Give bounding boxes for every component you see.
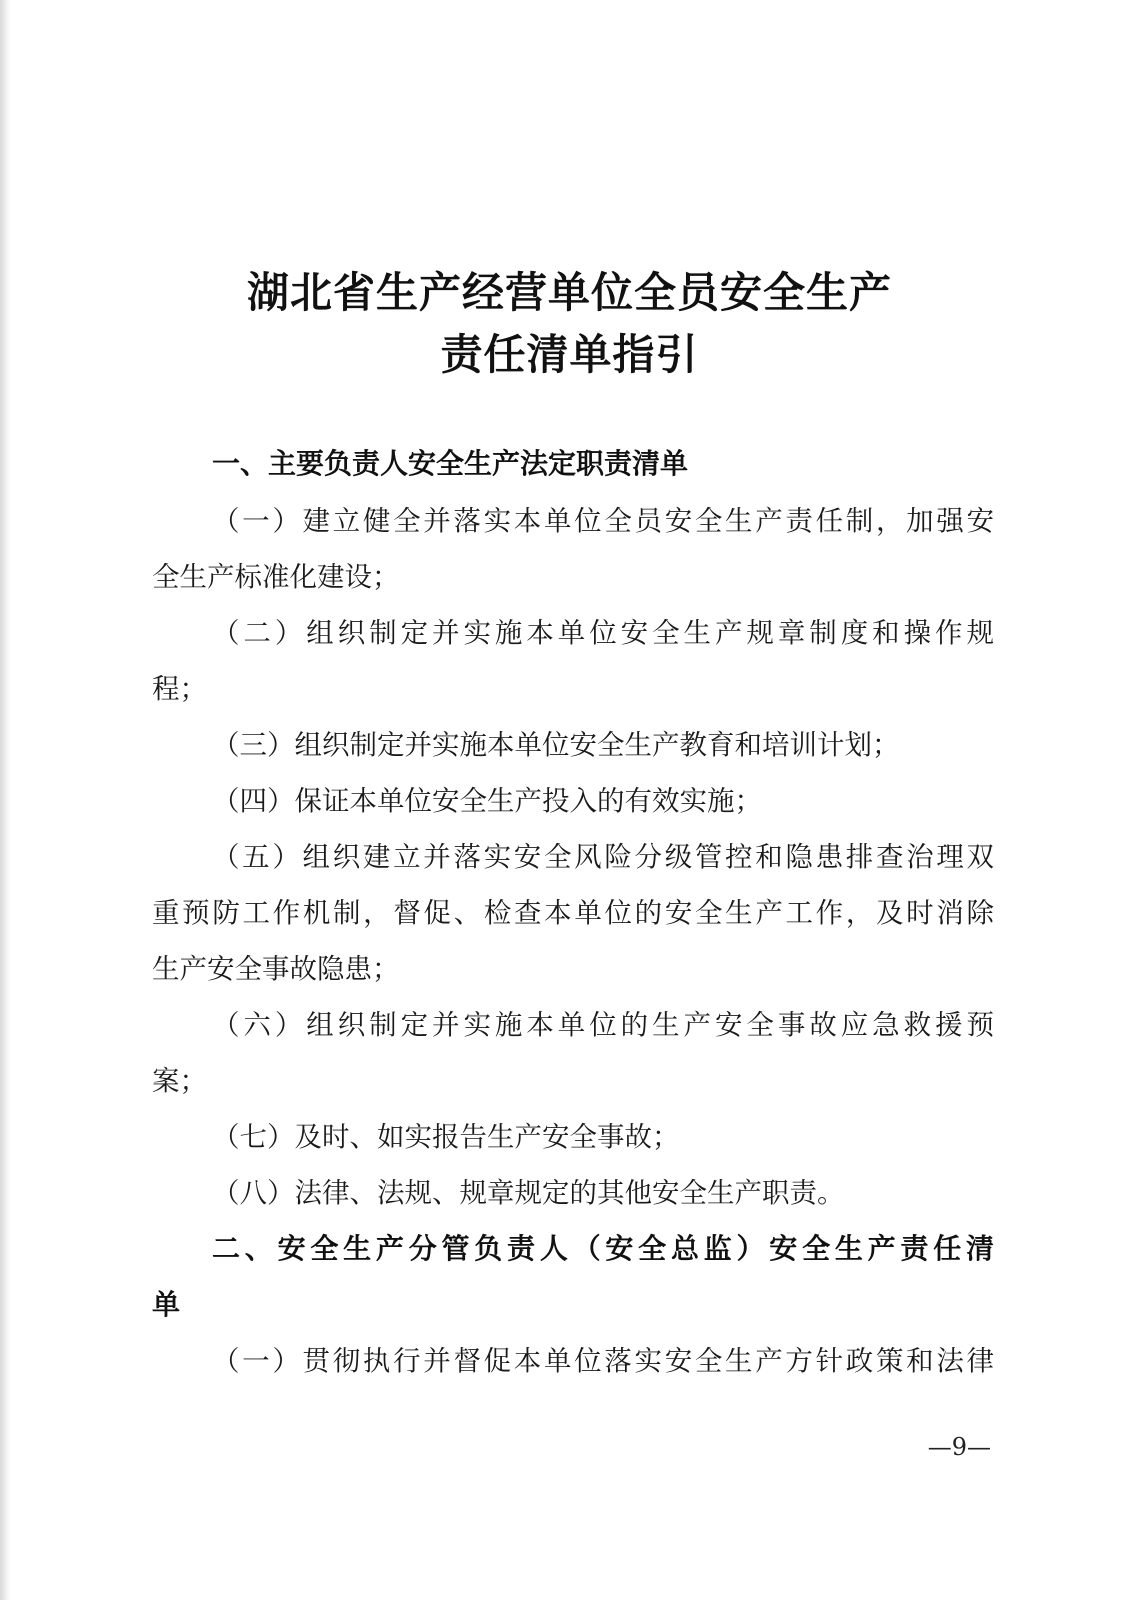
section-1-item-7: （七）及时、如实报告生产安全事故； [212,1121,680,1153]
section-2-heading-line-1: 二、安全生产分管负责人（安全总监）安全生产责任清 [212,1232,994,1265]
section-1-heading: 一、主要负责人安全生产法定职责清单 [212,447,689,480]
section-1-item-2-line-2: 程； [152,673,207,705]
document-title-line-1: 湖北省生产经营单位全员安全生产 [246,268,892,317]
document-title-line-2: 责任清单指引 [440,330,699,379]
section-2-item-1-line-1: （一）贯彻执行并督促本单位落实安全生产方针政策和法律 [212,1345,994,1377]
section-1-item-1-line-1: （一）建立健全并落实本单位全员安全生产责任制，加强安 [212,505,994,537]
section-1-item-5-line-2: 重预防工作机制，督促、检查本单位的安全生产工作，及时消除 [152,897,994,929]
section-1-item-1-line-2: 全生产标准化建设； [152,561,400,593]
section-2-heading-line-2: 单 [152,1288,181,1321]
page-number: —9— [927,1433,991,1461]
section-1-item-6-line-1: （六）组织制定并实施本单位的生产安全事故应急救援预 [212,1009,994,1041]
section-1-item-4: （四）保证本单位安全生产投入的有效实施； [212,785,762,817]
section-1-item-3: （三）组织制定并实施本单位安全生产教育和培训计划； [212,729,900,761]
section-1-item-8: （八）法律、法规、规章规定的其他安全生产职责。 [212,1177,845,1209]
section-1-item-5-line-3: 生产安全事故隐患； [152,953,400,985]
section-1-item-6-line-2: 案； [152,1065,207,1097]
section-1-item-5-line-1: （五）组织建立并落实安全风险分级管控和隐患排查治理双 [212,841,994,873]
page-edge-shadow [0,0,10,1600]
section-1-item-2-line-1: （二）组织制定并实施本单位安全生产规章制度和操作规 [212,617,994,649]
